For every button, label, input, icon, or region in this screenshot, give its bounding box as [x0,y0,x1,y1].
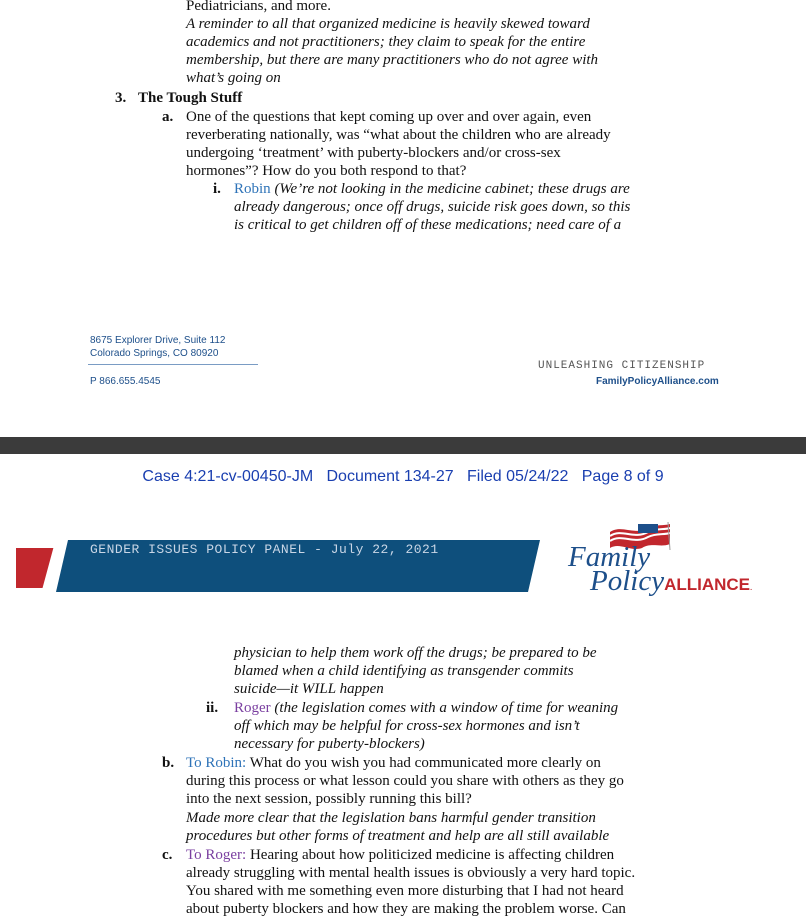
address-line: 8675 Explorer Drive, Suite 112 [90,335,226,346]
text-line: procedures but other forms of treatment and help are all still available [186,828,610,844]
address-line: Colorado Springs, CO 80920 [90,348,219,359]
text-line: academics and not practitioners; they claim to speak for the entire [186,34,586,50]
section-number: 3. [115,90,127,106]
question-prefix: To Roger: [186,847,247,863]
text-line: about puberty blockers and how they are making the problem worse. Can [186,901,626,917]
page-separator [0,437,806,454]
list-marker: c. [162,847,173,863]
text-line: necessary for puberty-blockers) [234,736,425,752]
text-line: off which may be helpful for cross-sex hormones and isn’t [234,718,580,734]
speaker-name: Robin [234,181,271,197]
text-line: hormones”? How do you both respond to that? [186,163,467,179]
text-line: reverberating nationally, was “what about the children who are already [186,127,611,143]
logo-policy-alliance [590,566,752,602]
question-text: What do you wish you had communicated more clearly on [249,755,601,771]
text-line: A reminder to all that organized medicine is heavily skewed toward [186,16,590,32]
text-line: undergoing ‘treatment’ with puberty-blockers and/or cross-sex [186,145,561,161]
logo-family: Family [568,541,651,573]
text-line: already struggling with mental health issues is obviously a very hard topic. [186,865,636,881]
footer-address [90,334,225,360]
question-text: Hearing about how politicized medicine is affecting children [249,847,615,863]
text-line [234,180,630,198]
list-marker: ii. [206,700,219,716]
text-line: physician to help them work off the drugs; be prepared to be [234,645,597,661]
text-line: You shared with me something even more disturbing that I had not heard [186,883,624,899]
footer-phone: P 866.655.4545 [90,376,161,387]
text-line: is critical to get children off of these medications; need care of a [234,217,622,233]
section-title: The Tough Stuff [138,90,243,106]
logo-policy: Policy [590,565,665,597]
list-marker: b. [162,755,175,771]
page-1 [0,0,806,438]
page-2 [0,454,806,917]
text-line: already dangerous; once off drugs, suicide risk goes down, so this [234,199,631,215]
logo-tm: . [750,582,753,592]
footer-website: FamilyPolicyAlliance.com [596,376,719,387]
text-line [234,699,618,717]
family-policy-alliance-logo [568,518,768,608]
text-line: into the next session, possibly running this bill? [186,791,472,807]
speaker-text: (We’re not looking in the medicine cabinet; these drugs are [274,181,630,197]
footer-divider [88,364,258,365]
case-header: Case 4:21-cv-00450-JM Document 134-27 Filed 05/24/22 Page 8 of 9 [142,468,664,485]
speaker-text: (the legislation comes with a window of time for weaning [274,700,619,716]
text-line: One of the questions that kept coming up over and over again, even [186,109,592,125]
text-line: suicide—it WILL happen [234,681,384,697]
text-line [186,754,601,772]
speaker-name: Roger [234,700,271,716]
footer-tagline: UNLEASHING CITIZENSHIP [538,360,706,372]
text-line: Pediatricians, and more. [186,0,331,14]
question-prefix: To Robin: [186,755,247,771]
list-marker: i. [213,181,221,197]
text-line [186,846,614,864]
list-marker: a. [162,109,174,125]
text-line: blamed when a child identifying as transgender commits [234,663,574,679]
text-line: membership, but there are many practitioners who do not agree with [186,52,599,68]
banner-title: GENDER ISSUES POLICY PANEL - July 22, 2021 [90,542,439,557]
text-line: Made more clear that the legislation bans harmful gender transition [186,810,596,826]
text-line: during this process or what lesson could you share with others as they go [186,773,624,789]
text-line: what’s going on [186,70,281,86]
logo-alliance: ALLIANCE [664,575,751,594]
